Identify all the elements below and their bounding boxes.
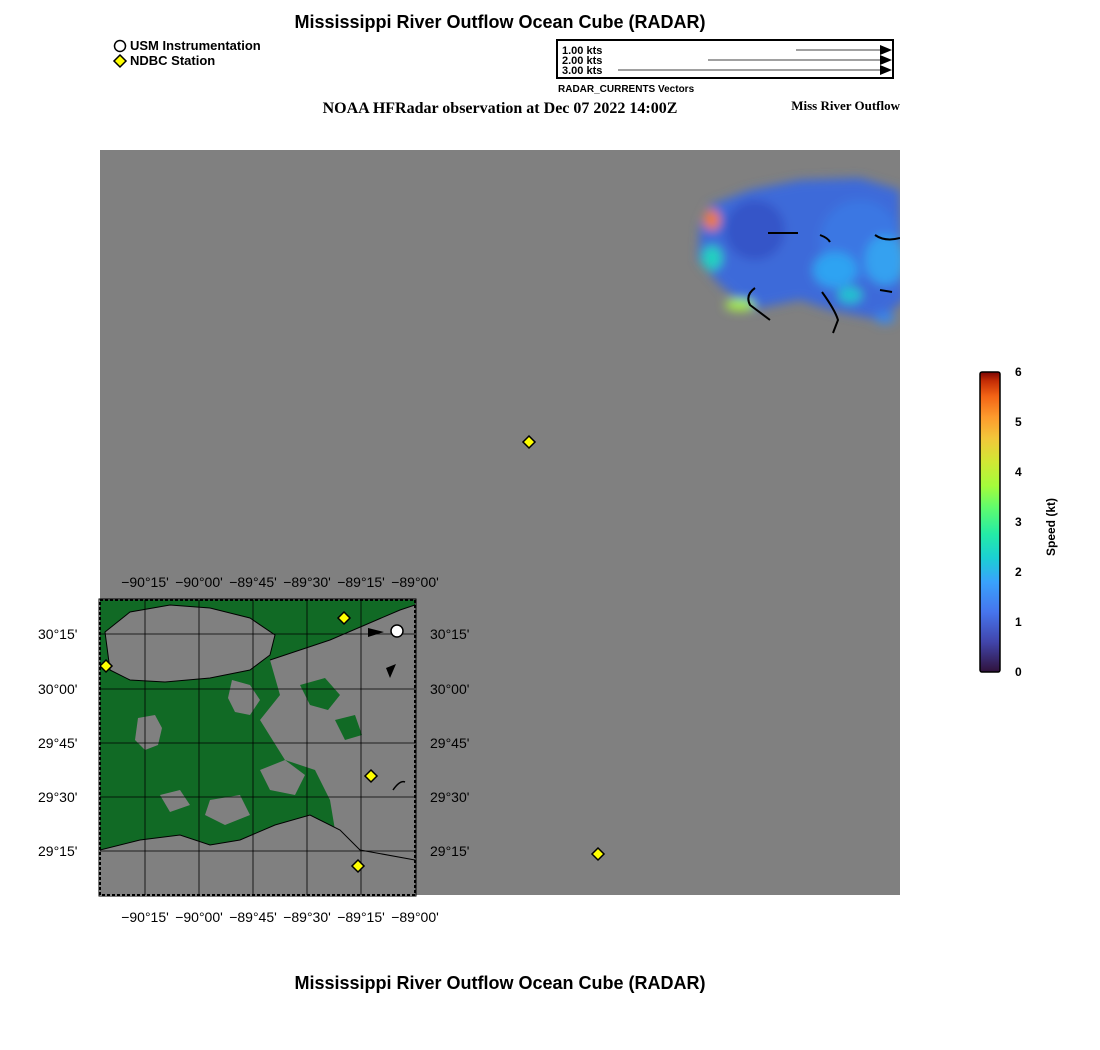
colorbar-tick: 4: [1015, 465, 1022, 479]
observation-title: NOAA HFRadar observation at Dec 07 2022 14:00Z: [322, 100, 678, 117]
inset-lat-label-right: 30°00': [430, 681, 470, 697]
ndbc-diamond-icon: [113, 54, 127, 68]
colorbar-tick: 3: [1015, 515, 1022, 529]
legend-usm-label: USM Instrumentation: [130, 38, 261, 53]
inset-lon-label-bottom: −89°00': [391, 909, 439, 925]
inset-lon-label-bottom: −90°00': [175, 909, 223, 925]
inset-map-frame: [99, 599, 416, 896]
inset-lon-label-bottom: −89°30': [283, 909, 331, 925]
vector-label-1: 1.00 kts: [562, 45, 603, 57]
legend-ndbc: [113, 53, 215, 68]
inset-lon-label-top: −89°15': [337, 574, 385, 590]
inset-usm-marker[interactable]: [391, 625, 403, 637]
inset-lon-label-top: −89°00': [391, 574, 439, 590]
colorbar-tick: 6: [1015, 365, 1022, 379]
speed-colorbar: [978, 370, 1002, 676]
inset-lon-label-bottom: −90°15': [121, 909, 169, 925]
colorbar-tick: 0: [1015, 665, 1022, 679]
vector-caption: RADAR_CURRENTS Vectors: [558, 84, 695, 95]
colorbar-tick: 1: [1015, 615, 1022, 629]
colorbar-tick: 2: [1015, 565, 1022, 579]
inset-lat-label-left: 29°30': [38, 789, 78, 805]
usm-circle-icon: [113, 39, 127, 53]
inset-lat-label-right: 30°15': [430, 626, 470, 642]
inset-lon-label-top: −90°00': [175, 574, 223, 590]
inset-lat-label-right: 29°15': [430, 843, 470, 859]
page-title: Mississippi River Outflow Ocean Cube (RADAR): [294, 12, 706, 32]
inset-lon-label-top: −89°30': [283, 574, 331, 590]
inset-lon-label-top: −89°45': [229, 574, 277, 590]
inset-lon-label-bottom: −89°15': [337, 909, 385, 925]
legend-ndbc-label: NDBC Station: [130, 53, 216, 68]
legend-usm: [113, 38, 261, 53]
inset-lat-label-left: 30°15': [38, 626, 78, 642]
vector-label-3: 3.00 kts: [562, 65, 603, 77]
inset-lon-label-bottom: −89°45': [229, 909, 277, 925]
inset-map[interactable]: [0, 570, 470, 930]
colorbar-tick: 5: [1015, 415, 1022, 429]
inset-lat-label-left: 29°15': [38, 843, 78, 859]
vector-scale-arrows: [558, 41, 892, 77]
inset-lon-label-top: −90°15': [121, 574, 169, 590]
inset-lat-label-right: 29°30': [430, 789, 470, 805]
vector-scale-box: [556, 39, 894, 79]
region-label: Miss River Outflow: [791, 98, 900, 113]
inset-lat-label-left: 30°00': [38, 681, 78, 697]
inset-lat-label-right: 29°45': [430, 735, 470, 751]
footer-title: Mississippi River Outflow Ocean Cube (RADAR): [294, 973, 706, 993]
colorbar-label: Speed (kt): [1044, 497, 1058, 556]
vector-label-2: 2.00 kts: [562, 55, 603, 67]
inset-lat-label-left: 29°45': [38, 735, 78, 751]
